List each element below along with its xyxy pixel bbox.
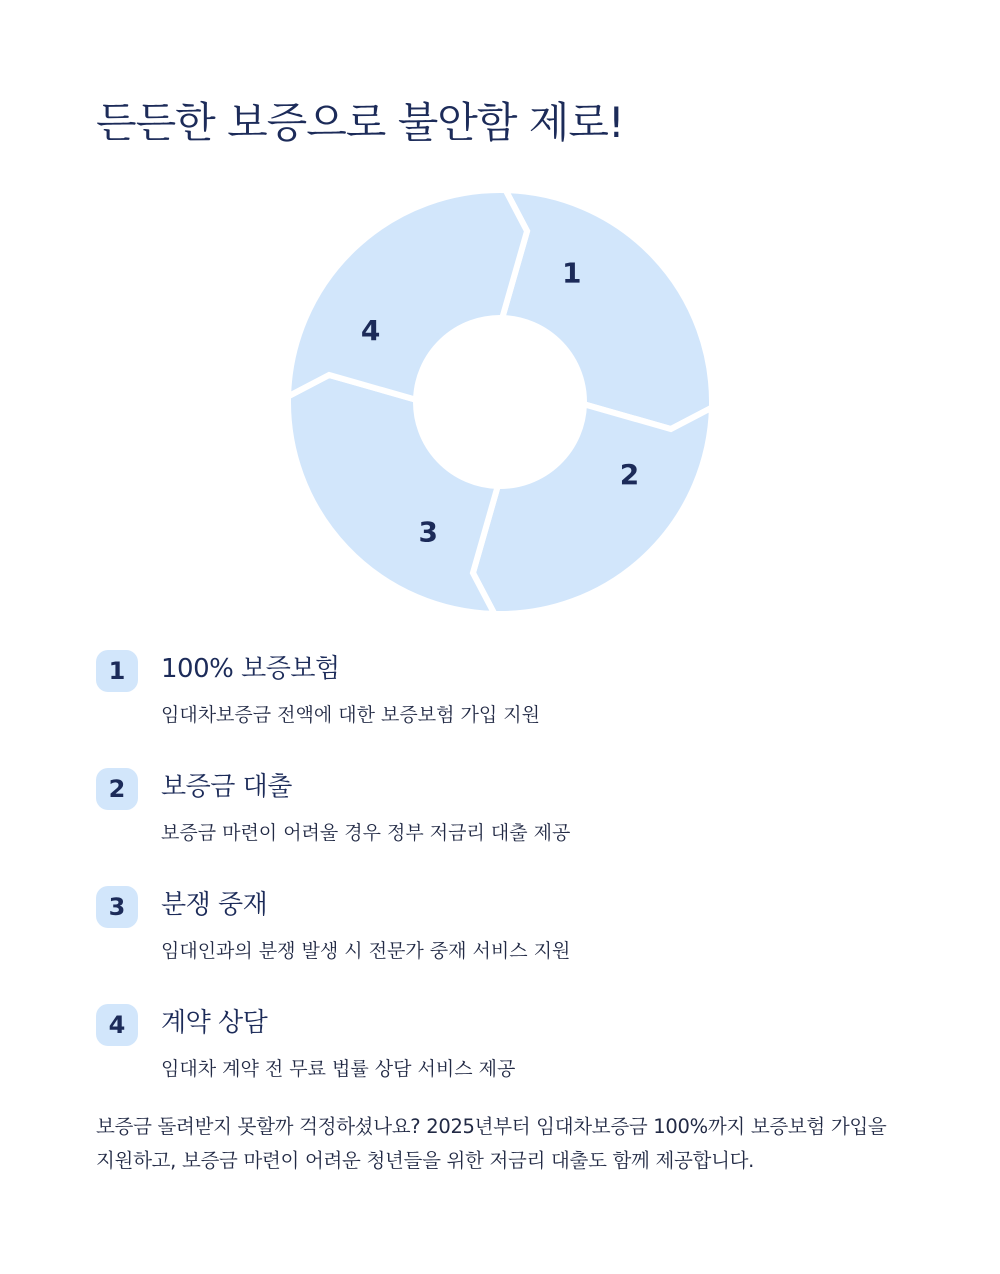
item-list: [96, 648, 916, 1120]
item-description: 임대인과의 분쟁 발생 시 전문가 중재 서비스 지원: [161, 940, 571, 962]
number-badge: 2: [96, 768, 138, 810]
item-description: 임대차 계약 전 무료 법률 상담 서비스 제공: [161, 1058, 516, 1080]
cycle-segment-4: [288, 190, 527, 400]
number-badge: 4: [96, 1004, 138, 1046]
cycle-segment-label: 2: [619, 457, 640, 491]
cycle-diagram: [286, 188, 714, 616]
cycle-segment-label: 3: [418, 515, 438, 549]
list-item: [96, 766, 916, 884]
number-badge: 3: [96, 886, 138, 928]
item-title: 분쟁 중재: [161, 890, 268, 920]
list-item: [96, 1002, 916, 1120]
item-title: 계약 상담: [161, 1008, 268, 1038]
item-title: 보증금 대출: [161, 772, 292, 802]
cycle-segment-1: [502, 190, 712, 429]
item-description: 임대차보증금 전액에 대한 보증보험 가입 지원: [161, 704, 540, 726]
number-badge: 1: [96, 650, 138, 692]
page-title: 든든한 보증으로 불안함 제로!: [96, 98, 624, 147]
list-item: [96, 884, 916, 1002]
cycle-segment-label: 4: [360, 314, 381, 348]
summary-text: 보증금 돌려받지 못할까 걱정하셨나요? 2025년부터 임대차보증금 100%까지 보증보험 가입을 지원하고, 보증금 마련이 어려운 청년들을 위한 저금리 대출도 함께 제공합니다.: [96, 1115, 887, 1172]
cycle-segment-label: 1: [562, 256, 582, 290]
list-item: [96, 648, 916, 766]
item-title: 100% 보증보험: [161, 654, 340, 684]
item-description: 보증금 마련이 어려울 경우 정부 저금리 대출 제공: [161, 822, 571, 844]
cycle-segment-3: [288, 375, 498, 614]
cycle-segment-2: [473, 404, 712, 614]
